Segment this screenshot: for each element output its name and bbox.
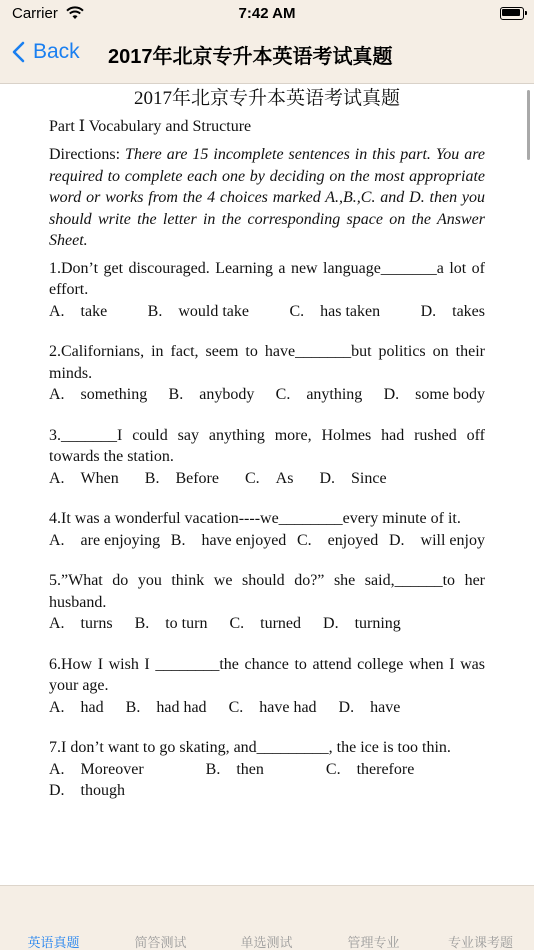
clock: 7:42 AM <box>238 5 296 22</box>
question-stem: 1.Don’t get discouraged. Learning a new language_______a lot of effort. <box>49 259 485 298</box>
option-d: D. have <box>338 698 401 716</box>
question-item <box>49 570 485 635</box>
part-heading: Part Ⅰ Vocabulary and Structure <box>49 117 252 135</box>
question-options <box>49 301 485 323</box>
tab-english-exams[interactable]: 英语真题 <box>27 935 80 950</box>
option-a: A. are enjoying <box>49 531 161 549</box>
question-item <box>49 258 485 323</box>
nav-title: 2017年北京专升本英语考试真题 <box>108 46 393 68</box>
option-c: C. anything <box>275 386 363 403</box>
question-stem: 4.It was a wonderful vacation----we________every minute of it. <box>49 510 461 527</box>
option-d: D. turning <box>323 615 401 632</box>
question-options <box>49 613 485 635</box>
document-title: 2017年北京专升本英语考试真题 <box>133 88 400 109</box>
option-b: B. have enjoyed <box>170 531 287 549</box>
option-c: C. therefore <box>325 760 415 778</box>
question-options <box>49 384 485 406</box>
option-a: A. had <box>49 698 104 716</box>
option-d: D. some body <box>383 386 485 403</box>
option-a: A. Moreover <box>49 760 144 778</box>
back-button[interactable] <box>12 40 80 64</box>
question-options <box>49 759 485 802</box>
question-stem: 6.How I wish I ________the chance to attend college when I was your age. <box>49 655 485 694</box>
option-d: D. though <box>49 782 126 799</box>
question-item <box>49 425 485 490</box>
option-c: C. has taken <box>289 302 381 320</box>
option-d: D. Since <box>319 469 387 487</box>
question-options <box>49 530 485 552</box>
tab-bar <box>0 885 534 950</box>
option-b: B. Before <box>144 469 219 487</box>
option-b: B. anybody <box>168 386 255 403</box>
question-item <box>49 654 485 719</box>
option-b: B. then <box>205 760 264 778</box>
question-options <box>49 697 485 719</box>
question-options <box>49 468 485 490</box>
option-c: C. have had <box>228 698 317 716</box>
option-c: C. turned <box>229 615 302 632</box>
scroll-indicator[interactable] <box>527 90 530 160</box>
option-c: C. enjoyed <box>296 531 379 549</box>
navigation-bar <box>0 28 534 84</box>
option-c: C. As <box>244 469 294 487</box>
tab-management-major[interactable]: 管理专业 <box>347 935 400 950</box>
battery-icon <box>500 7 524 20</box>
directions <box>49 144 485 252</box>
back-label: Back <box>33 40 80 63</box>
question-item <box>49 737 485 802</box>
carrier-label: Carrier <box>12 5 58 22</box>
question-stem: 3._______I could say anything more, Holmes had rushed off towards the station. <box>49 426 485 465</box>
directions-text: There are 15 incomplete sentences in this part. You are required to complete each one by deciding on the most appropriate word or works from the 4 choices marked A.,B.,C. and D. then you should write the letter in the corresponding space on the Answer Sheet. <box>49 146 485 249</box>
option-b: B. had had <box>125 698 207 716</box>
document-view[interactable] <box>49 84 485 886</box>
directions-label: Directions: <box>49 146 121 163</box>
option-a: A. turns <box>49 615 113 632</box>
question-stem: 5.”What do you think we should do?” she said,______to her husband. <box>49 572 485 611</box>
question-stem: 7.I don’t want to go skating, and_________, the ice is too thin. <box>49 739 451 756</box>
tab-short-answer-test[interactable]: 简答测试 <box>134 935 187 950</box>
tab-major-course-exams[interactable]: 专业课考题 <box>447 935 513 950</box>
option-d: D. will enjoy <box>388 531 485 549</box>
option-d: D. takes <box>420 302 485 320</box>
option-a: A. something <box>49 386 148 403</box>
question-item <box>49 508 485 551</box>
option-a: A. When <box>49 469 119 487</box>
option-a: A. take <box>49 302 108 320</box>
option-b: B. to turn <box>134 615 208 632</box>
question-item <box>49 341 485 406</box>
question-stem: 2.Californians, in fact, seem to have_______but politics on their minds. <box>49 343 485 382</box>
status-bar <box>0 0 534 28</box>
option-b: B. would take <box>147 302 249 320</box>
chevron-left-icon <box>12 41 25 63</box>
tab-single-choice-test[interactable]: 单选测试 <box>240 935 293 950</box>
